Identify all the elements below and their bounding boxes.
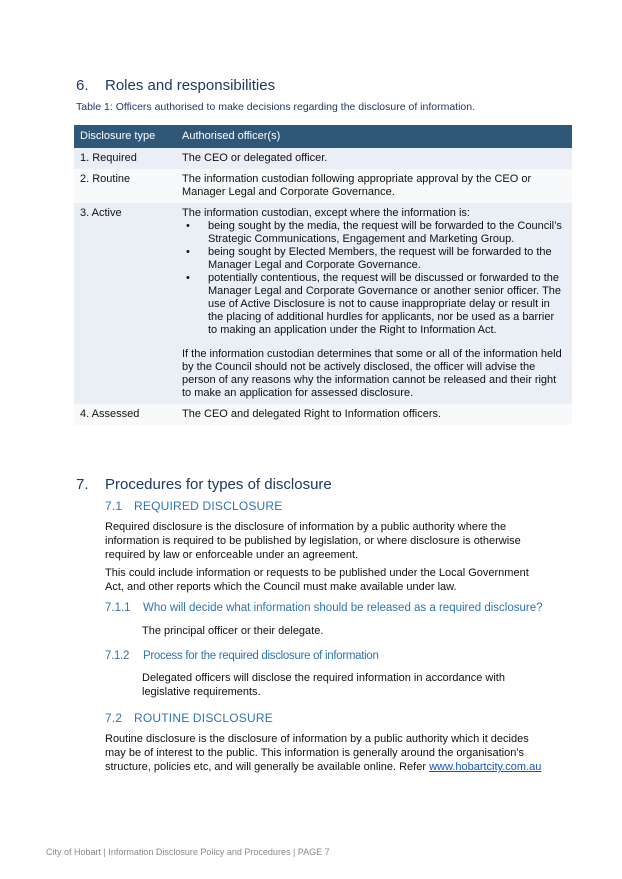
subsection-7-1-heading <box>105 499 283 513</box>
active-intro: The information custodian, except where the information is: <box>182 207 470 219</box>
officer-cell: The CEO and delegated Right to Information officers. <box>176 404 572 425</box>
subsection-7-1-2-heading <box>105 650 379 662</box>
officer-cell <box>176 203 572 404</box>
table-caption: Table 1: Officers authorised to make decisions regarding the disclosure of information. <box>76 101 476 113</box>
subsection-number: 7.2 <box>105 711 123 725</box>
section-number: 7. <box>76 476 89 493</box>
process-body: Delegated officers will disclose the required information in accordance with legislative requirements. <box>142 672 505 698</box>
disclosure-type-cell: 2. Routine <box>74 169 176 203</box>
disclosure-type-cell: 3. Active <box>74 203 176 404</box>
table-row <box>74 203 572 404</box>
table-row <box>74 404 572 425</box>
officer-cell: The CEO or delegated officer. <box>176 148 572 169</box>
subsection-title: Who will decide what information should be released as a required disclosure? <box>143 602 543 614</box>
list-item: • potentially contentious, the request will be discussed or forwarded to the Manager Legal and Corporate Governance or another senior officer. The use of Active Disclosure is not to cause inappropriate delay or result in the placing of additional hurdles for applicants, nor be used as a barrier to making an application under the Right to Information Act. <box>182 272 566 337</box>
subsection-title: REQUIRED DISCLOSURE <box>134 499 283 513</box>
page-footer: City of Hobart | Information Disclosure Policy and Procedures | PAGE 7 <box>46 847 330 857</box>
routine-disclosure-para <box>105 732 550 774</box>
hobart-city-link[interactable]: www.hobartcity.com.au <box>429 761 542 773</box>
section-6-heading <box>76 77 275 94</box>
section-title: Procedures for types of disclosure <box>105 476 332 493</box>
section-title: Roles and responsibilities <box>105 77 276 94</box>
active-bullet-list <box>182 220 566 337</box>
subsection-7-1-1-heading <box>105 602 543 614</box>
section-7-heading <box>76 476 332 493</box>
subsection-title: Process for the required disclosure of information <box>143 650 379 662</box>
subsection-7-2-heading <box>105 711 273 725</box>
routine-disclosure-text: Routine disclosure is the disclosure of information by a public authority which it decides may be of interest to the public. This information is generally around the organisation’s structure, policies etc, and will generally be available online. Refer <box>105 733 529 773</box>
header-disclosure-type: Disclosure type <box>74 125 176 148</box>
required-disclosure-para-2: This could include information or requests to be published under the Local Government Act, and other reports which the Council must make available under law. <box>105 567 529 593</box>
table-row <box>74 148 572 169</box>
roles-table <box>74 125 572 425</box>
subsection-number: 7.1 <box>105 499 123 513</box>
subsection-number: 7.1.2 <box>105 650 130 662</box>
list-item: • being sought by Elected Members, the request will be forwarded to the Manager Legal and Corporate Governance. <box>182 246 566 272</box>
who-decides-body: The principal officer or their delegate. <box>142 625 324 637</box>
disclosure-type-cell: 1. Required <box>74 148 176 169</box>
header-authorised-officers: Authorised officer(s) <box>176 125 572 148</box>
disclosure-type-cell: 4. Assessed <box>74 404 176 425</box>
subsection-title: ROUTINE DISCLOSURE <box>134 711 273 725</box>
officer-cell: The information custodian following appropriate approval by the CEO or Manager Legal and Corporate Governance. <box>176 169 572 203</box>
active-closing: If the information custodian determines that some or all of the information held by the Council should not be actively disclosed, the officer will advise the person of any reasons why the information cannot be released and their right to make an application for assessed disclosure. <box>182 348 562 399</box>
required-disclosure-para-1: Required disclosure is the disclosure of information by a public authority where the information is required to be published by legislation, or where disclosure is otherwise required by law or enforceable under an agreement. <box>105 521 521 561</box>
table-row <box>74 169 572 203</box>
table-header-row <box>74 125 572 148</box>
list-item: • being sought by the media, the request will be forwarded to the Council’s Strategic Communications, Engagement and Marketing Group. <box>182 220 566 246</box>
section-number: 6. <box>76 77 89 94</box>
subsection-number: 7.1.1 <box>105 602 131 614</box>
